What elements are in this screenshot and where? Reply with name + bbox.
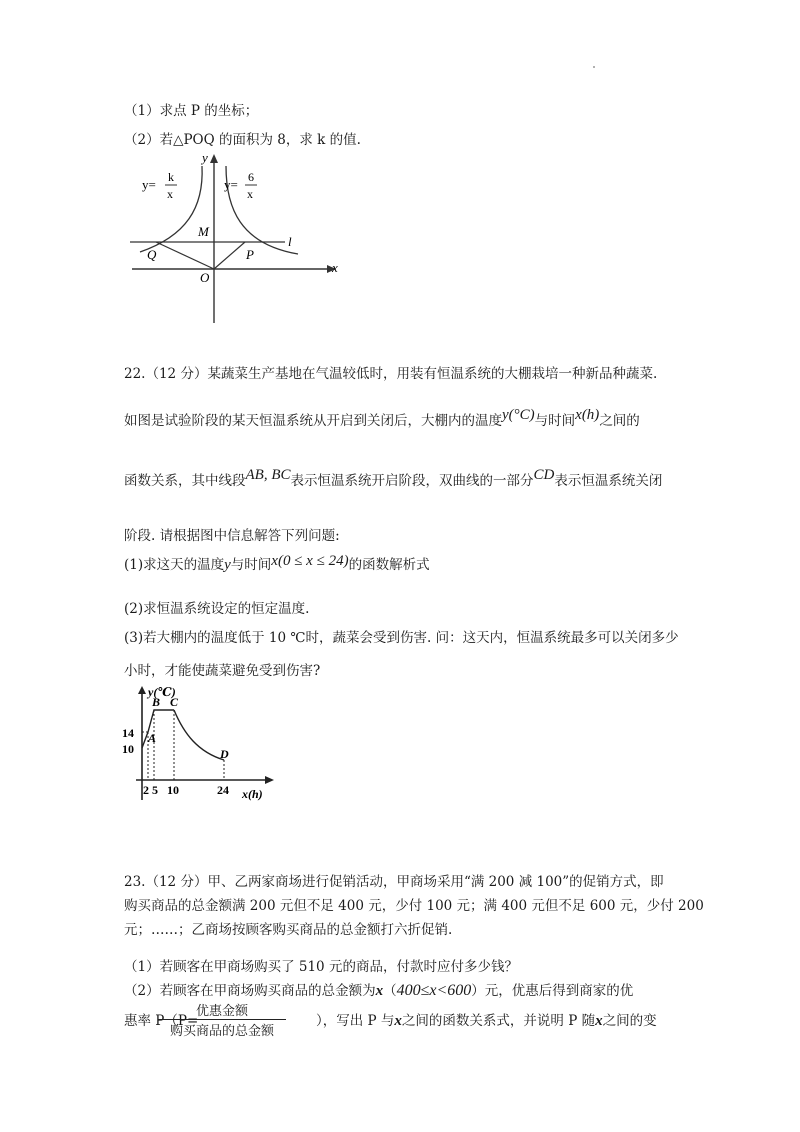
q23-sub2-b: ）元，优惠后得到商家的优	[471, 983, 634, 999]
eq-right-num: 6	[248, 170, 254, 184]
q23-sub2	[124, 982, 633, 1000]
q23-line3: 元；……；乙商场按顾客购买商品的总金额打六折促销.	[124, 922, 453, 938]
eq-right-prefix: y=	[224, 177, 238, 192]
origin-O-label: O	[200, 270, 210, 285]
q22-line2-c: 之间的	[599, 413, 640, 429]
q22-line3-c: 表示恒温系统关闭	[554, 473, 663, 489]
q22-line1: 22.（12 分）某蔬菜生产基地在气温较低时，用装有恒温系统的大棚栽培一种新品种蔬菜.	[124, 366, 658, 382]
q22-line2-a: 如图是试验阶段的某天恒温系统从开启到关闭后，大棚内的温度	[124, 413, 502, 429]
q22-line3	[124, 467, 663, 490]
eq-right-den: x	[247, 187, 253, 201]
page-mark	[593, 66, 595, 68]
segment-OP	[214, 242, 245, 269]
q23-sub3-b: ），写出 P 与	[316, 1013, 395, 1029]
segments-AB-BC	[142, 710, 174, 748]
q22-line2	[124, 407, 640, 430]
q23-sub2-paren: （	[383, 983, 397, 999]
point-B-label: B	[152, 695, 161, 709]
y-axis-label: y(℃)	[148, 685, 176, 699]
y-axis-arrow	[138, 686, 146, 694]
q22-sub1-b: 与时间	[230, 557, 272, 573]
point-A-label: A	[148, 731, 157, 745]
q21-sub2: （2）若△POQ 的面积为 8，求 k 的值.	[124, 132, 361, 148]
y-tick-14: 14	[122, 726, 134, 740]
q22-sub2: (2)求恒温系统设定的恒定温度.	[124, 601, 310, 617]
q22-sub1-range: x(0 ≤ x ≤ 24)	[271, 553, 349, 569]
q22-sub1-c: 的函数解析式	[348, 557, 430, 573]
y-axis-label: y	[202, 150, 208, 165]
x-axis-arrow	[265, 776, 274, 784]
point-C-label: C	[170, 695, 179, 709]
q23-sub3-c: 之间的函数关系式，并说明 P 随	[401, 1013, 596, 1029]
q23-sub2-x: x	[375, 983, 384, 999]
q22-line4: 阶段. 请根据图中信息解答下列问题:	[124, 528, 340, 544]
q22-line3-a: 函数关系，其中线段	[124, 473, 246, 489]
line-l-label: l	[288, 234, 292, 249]
hyperbola-CD	[174, 710, 224, 760]
x-tick-5: 5	[152, 783, 158, 797]
q22-line2-b: 与时间	[534, 413, 576, 429]
eq-left-prefix: y=	[142, 177, 156, 192]
point-Q-label: Q	[147, 247, 157, 262]
x-tick-2: 2	[143, 783, 149, 797]
q23-fraction	[158, 1000, 286, 1039]
q23-line2: 购买商品的总金额满 200 元但不足 400 元，少付 100 元；满 400 元但不足 600 元，少付 200	[124, 898, 704, 914]
q23-sub2-range: 400≤x<600	[396, 982, 472, 999]
q22-sub1	[124, 553, 430, 574]
q23-sub3-x2: x	[595, 1013, 603, 1029]
y-tick-10: 10	[122, 742, 134, 756]
q22-sub1-a: (1)求这天的温度	[124, 557, 225, 573]
x-tick-10: 10	[167, 783, 179, 797]
q22-sub3-line2: 小时，才能使蔬菜避免受到伤害?	[124, 663, 321, 679]
eq-left-den: x	[167, 187, 173, 201]
q22-line3-ab: AB, BC	[245, 467, 291, 483]
q23-fraction-denominator: 购买商品的总金额	[158, 1019, 286, 1039]
q23-fraction-numerator: 优惠金额	[195, 1004, 248, 1019]
y-axis-arrow	[210, 154, 218, 163]
q22-line3-b: 表示恒温系统开启阶段，双曲线的一部分	[290, 473, 534, 489]
q23-sub3-a: 惠率 P（P=	[124, 1013, 199, 1029]
q22-sub1-y: y	[224, 557, 231, 573]
point-P-label: P	[246, 247, 254, 262]
q22-line3-cd: CD	[533, 467, 555, 483]
x-axis-label: x	[332, 260, 338, 275]
q22-sub3-line1: (3)若大棚内的温度低于 10 ℃时，蔬菜会受到伤害. 问：这天内，恒温系统最多可以关闭多少	[124, 630, 679, 646]
x-tick-24: 24	[217, 783, 229, 797]
q23-sub1: （1）若顾客在甲商场购买了 510 元的商品，付款时应付多少钱？	[124, 959, 518, 975]
q22-line2-x: x(h)	[575, 407, 600, 423]
point-D-label: D	[220, 747, 229, 761]
q21-figure	[120, 148, 350, 328]
x-axis-label: x(h)	[242, 787, 263, 801]
q23-sub3-d: 之间的变	[602, 1013, 657, 1029]
eq-left-num: k	[168, 170, 174, 184]
q23-sub2-a: （2）若顾客在甲商场购买商品的总金额为	[124, 983, 376, 999]
q23-line1: 23.（12 分）甲、乙两家商场进行促销活动，甲商场采用“满 200 减 100”的促销方式，即	[124, 874, 664, 890]
q21-sub1: （1）求点 P 的坐标；	[124, 103, 259, 119]
q23-sub3-x1: x	[394, 1013, 402, 1029]
q23-sub3-rest	[316, 1012, 657, 1030]
point-M-label: M	[198, 224, 209, 239]
q22-figure	[118, 684, 278, 806]
segment-QO	[156, 242, 214, 269]
q22-line2-y: y(°C)	[502, 407, 535, 423]
